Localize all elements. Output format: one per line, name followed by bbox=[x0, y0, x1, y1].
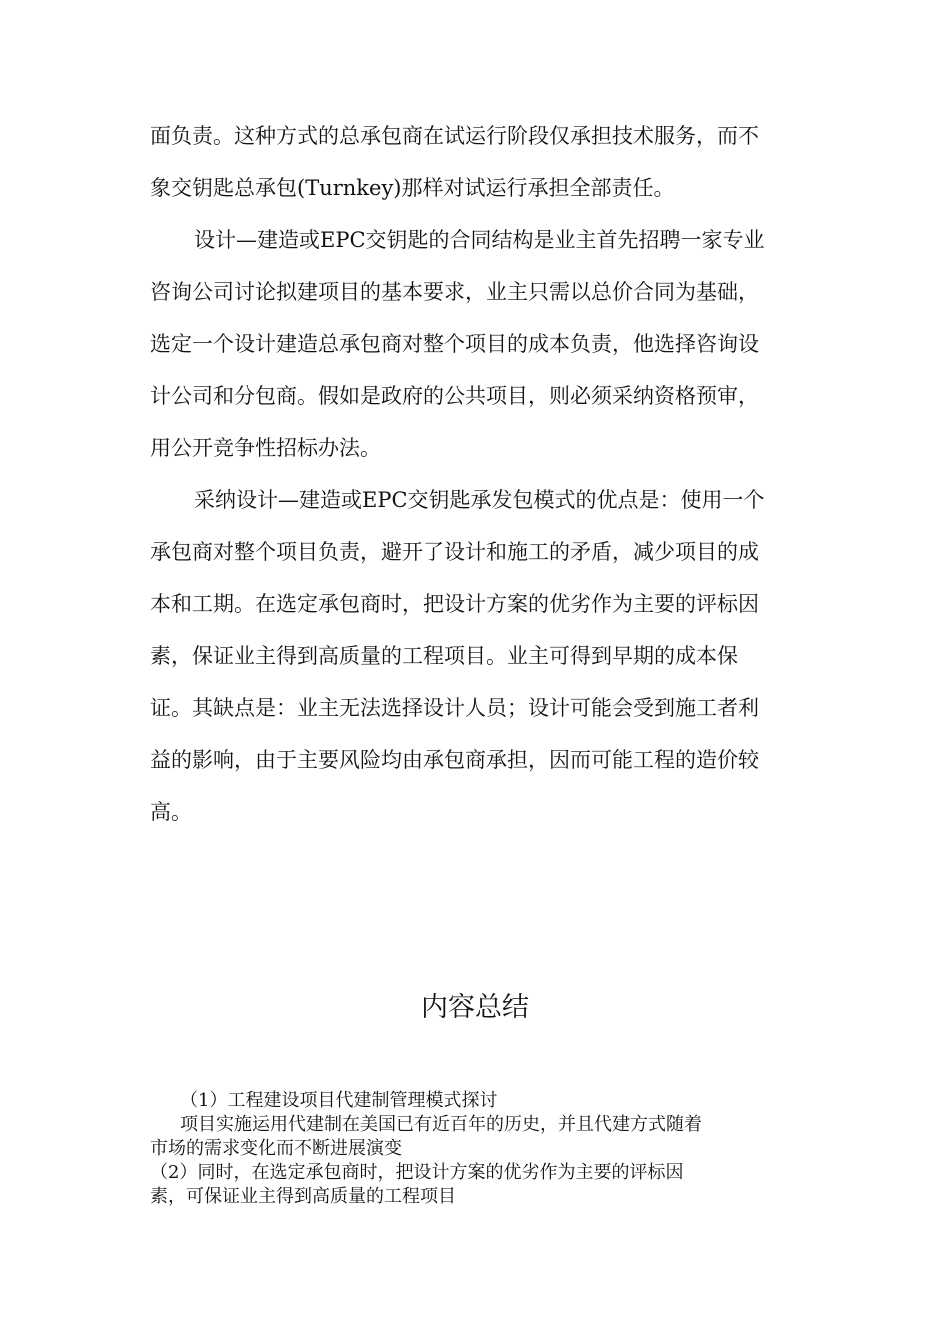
paragraph-line: 采纳设计—建造或EPC交钥匙承发包模式的优点是：使用一个 bbox=[194, 488, 765, 512]
paragraph-line: 设计—建造或EPC交钥匙的合同结构是业主首先招聘一家专业 bbox=[194, 228, 765, 252]
summary-line: 素，可保证业主得到高质量的工程项目 bbox=[150, 1186, 456, 1207]
summary-title: 内容总结 bbox=[421, 992, 529, 1023]
paragraph-2 bbox=[150, 214, 810, 474]
paragraph-line: 素，保证业主得到高质量的工程项目。业主可得到早期的成本保 bbox=[150, 644, 738, 668]
paragraph-line: 咨询公司讨论拟建项目的基本要求，业主只需以总价合同为基础， bbox=[150, 280, 759, 304]
paragraph-line: 选定一个设计建造总承包商对整个项目的成本负责，他选择咨询设 bbox=[150, 332, 759, 356]
paragraph-line: 益的影响，由于主要风险均由承包商承担，因而可能工程的造价较 bbox=[150, 748, 759, 772]
paragraph-line: 高。 bbox=[150, 800, 192, 824]
paragraph-line: 用公开竞争性招标办法。 bbox=[150, 436, 381, 460]
summary-line: 项目实施运用代建制在美国已有近百年的历史，并且代建方式随着 bbox=[180, 1114, 702, 1135]
paragraph-line: 证。其缺点是：业主无法选择设计人员；设计可能会受到施工者利 bbox=[150, 696, 759, 720]
summary-line: （2）同时，在选定承包商时，把设计方案的优劣作为主要的评标因 bbox=[150, 1162, 684, 1183]
paragraph-line: 本和工期。在选定承包商时，把设计方案的优劣作为主要的评标因 bbox=[150, 592, 759, 616]
summary-line: 市场的需求变化而不断进展演变 bbox=[150, 1138, 402, 1159]
paragraph-3 bbox=[150, 474, 810, 838]
paragraph-line: 象交钥匙总承包(Turnkey)那样对试运行承担全部责任。 bbox=[150, 176, 675, 200]
paragraph-line: 计公司和分包商。假如是政府的公共项目，则必须采纳资格预审， bbox=[150, 384, 759, 408]
paragraph-line: 面负责。这种方式的总承包商在试运行阶段仅承担技术服务，而不 bbox=[150, 124, 759, 148]
summary-section bbox=[150, 1089, 800, 1209]
paragraph-line: 承包商对整个项目负责，避开了设计和施工的矛盾，减少项目的成 bbox=[150, 540, 759, 564]
paragraph-1 bbox=[150, 110, 810, 214]
summary-line: （1）工程建设项目代建制管理模式探讨 bbox=[180, 1090, 498, 1111]
